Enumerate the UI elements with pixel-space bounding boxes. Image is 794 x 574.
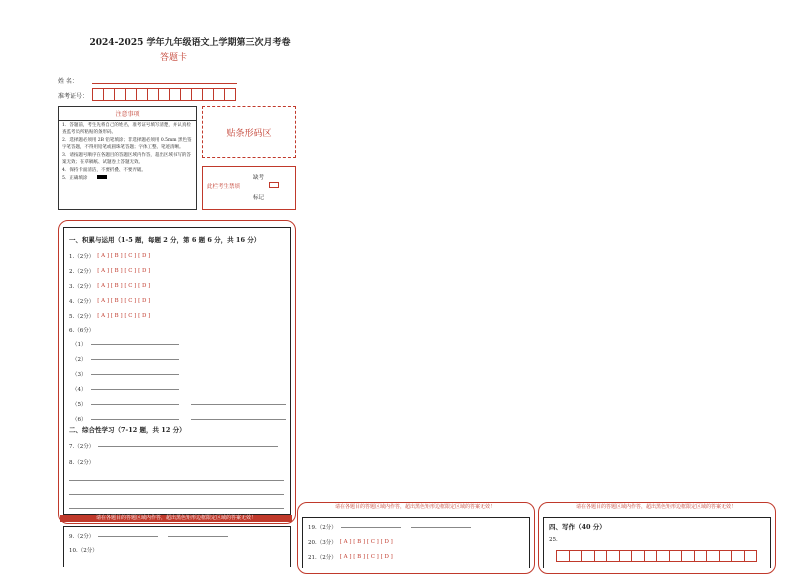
q6-sub-2: （2） [72, 355, 179, 363]
question-8: 8.（2分） [69, 460, 95, 466]
options-20[interactable]: [ A ] [ B ] [ C ] [ D ] [339, 539, 393, 545]
warning-text-col2: 请在各题目的答题区域内作答，超出黑色矩形边框限定区域的答案无效！ [334, 504, 495, 510]
barcode-area: 贴条形码区 [202, 106, 296, 158]
options-5[interactable]: [ A ] [ B ] [ C ] [ D ] [97, 313, 151, 319]
answer-line[interactable] [69, 480, 284, 481]
id-label: 准考证号： [58, 93, 89, 100]
answer-line[interactable] [411, 527, 471, 528]
options-21[interactable]: [ A ] [ B ] [ C ] [ D ] [339, 554, 393, 560]
page-title: 2024-2025 学年九年级语文上学期第三次月考卷 [89, 38, 291, 48]
answer-line[interactable] [69, 508, 284, 509]
section-1-heading: 一、积累与运用（1-5 题，每题 2 分，第 6 题 6 分，共 16 分） [69, 236, 261, 244]
notice-item: 3．请按题号顺序在各题目的答题区域内作答，超出区域书写的答案无效；在草稿纸、试题卷上答题无效。 [62, 153, 191, 165]
q6-sub-4: （4） [72, 385, 179, 393]
answer-line[interactable] [98, 536, 158, 537]
absent-box [202, 166, 296, 210]
notice-item: 1．答题前，考生先将自己的姓名，准考证号填写清楚，并认真检查监考员所粘贴的条形码。 [62, 123, 191, 135]
answer-line[interactable] [91, 389, 179, 390]
section-2-heading: 二、综合性学习（7-12 题，共 12 分） [69, 426, 186, 434]
notice-title: 注意事项 [59, 107, 196, 121]
question-7: 7.（2分） [69, 442, 278, 450]
notice-box [58, 106, 197, 210]
answer-line[interactable] [168, 536, 228, 537]
answer-line[interactable] [91, 419, 179, 420]
question-10: 10.（2分） [69, 548, 98, 554]
q6-sub-6: （6） [72, 415, 286, 423]
name-field[interactable] [92, 75, 237, 84]
question-4: 4.（2分） [ A ] [ B ] [ C ] [ D ] [69, 298, 151, 305]
notice-item: 4．保持卡面清洁，不要折叠、不要弄破。 [62, 168, 146, 173]
question-21: 21.（2分） [ A ] [ B ] [ C ] [ D ] [308, 554, 393, 561]
q6-sub-1: （1） [72, 340, 179, 348]
question-25: 25. [549, 537, 558, 543]
answer-line[interactable] [98, 446, 278, 447]
notice-item: 5．正确填涂 [62, 175, 193, 182]
answer-line[interactable] [91, 344, 179, 345]
question-19: 19.（2分） [308, 523, 471, 531]
question-20: 20.（3分） [ A ] [ B ] [ C ] [ D ] [308, 539, 393, 546]
question-6: 6.（6分） [69, 328, 95, 334]
q6-sub-5: （5） [72, 400, 286, 408]
absent-checkbox[interactable] [269, 182, 279, 188]
filled-sample-icon [97, 175, 107, 179]
section-1-answer-area [63, 227, 291, 515]
options-1[interactable]: [ A ] [ B ] [ C ] [ D ] [97, 253, 151, 259]
name-label: 姓 名： [58, 78, 78, 85]
warning-bar: 请在各题目的答题区域内作答，超出黑色矩形边框限定区域的答案无效！ [60, 515, 292, 522]
options-2[interactable]: [ A ] [ B ] [ C ] [ D ] [97, 268, 151, 274]
absent-label: 此栏考生禁填 [207, 184, 241, 190]
answer-line[interactable] [91, 404, 179, 405]
question-9: 9.（2分） [69, 532, 228, 540]
absent-mark-2: 标记 [253, 195, 265, 201]
absent-mark-1: 缺考 [253, 175, 265, 181]
id-boxes[interactable] [92, 88, 235, 101]
section-4-heading: 四、写作（40 分） [549, 523, 606, 531]
warning-text-col3: 请在各题目的答题区域内作答，超出黑色矩形边框限定区域的答案无效！ [575, 504, 736, 510]
question-2: 2.（2分） [ A ] [ B ] [ C ] [ D ] [69, 268, 151, 275]
notice-item: 2．选择题必须用 2B 铅笔填涂；非选择题必须用 0.5mm 黑色签字笔答题，不得用铅笔或圆珠笔答题；字体工整、笔迹清晰。 [62, 138, 192, 150]
answer-line[interactable] [341, 527, 401, 528]
options-3[interactable]: [ A ] [ B ] [ C ] [ D ] [97, 283, 151, 289]
question-5: 5.（2分） [ A ] [ B ] [ C ] [ D ] [69, 313, 151, 320]
answer-line[interactable] [91, 359, 179, 360]
question-3: 3.（2分） [ A ] [ B ] [ C ] [ D ] [69, 283, 151, 290]
question-1: 1.（2分） [ A ] [ B ] [ C ] [ D ] [69, 253, 151, 260]
section-col2-answer-area [302, 517, 530, 568]
essay-grid[interactable] [556, 550, 756, 562]
answer-line[interactable] [191, 419, 286, 420]
q6-sub-3: （3） [72, 370, 179, 378]
section-1b-answer-area [63, 526, 291, 567]
answer-line[interactable] [69, 494, 284, 495]
answer-line[interactable] [91, 374, 179, 375]
section-col3-answer-area [543, 517, 771, 568]
answer-line[interactable] [191, 404, 286, 405]
options-4[interactable]: [ A ] [ B ] [ C ] [ D ] [97, 298, 151, 304]
page-subtitle: 答题卡 [160, 53, 188, 63]
